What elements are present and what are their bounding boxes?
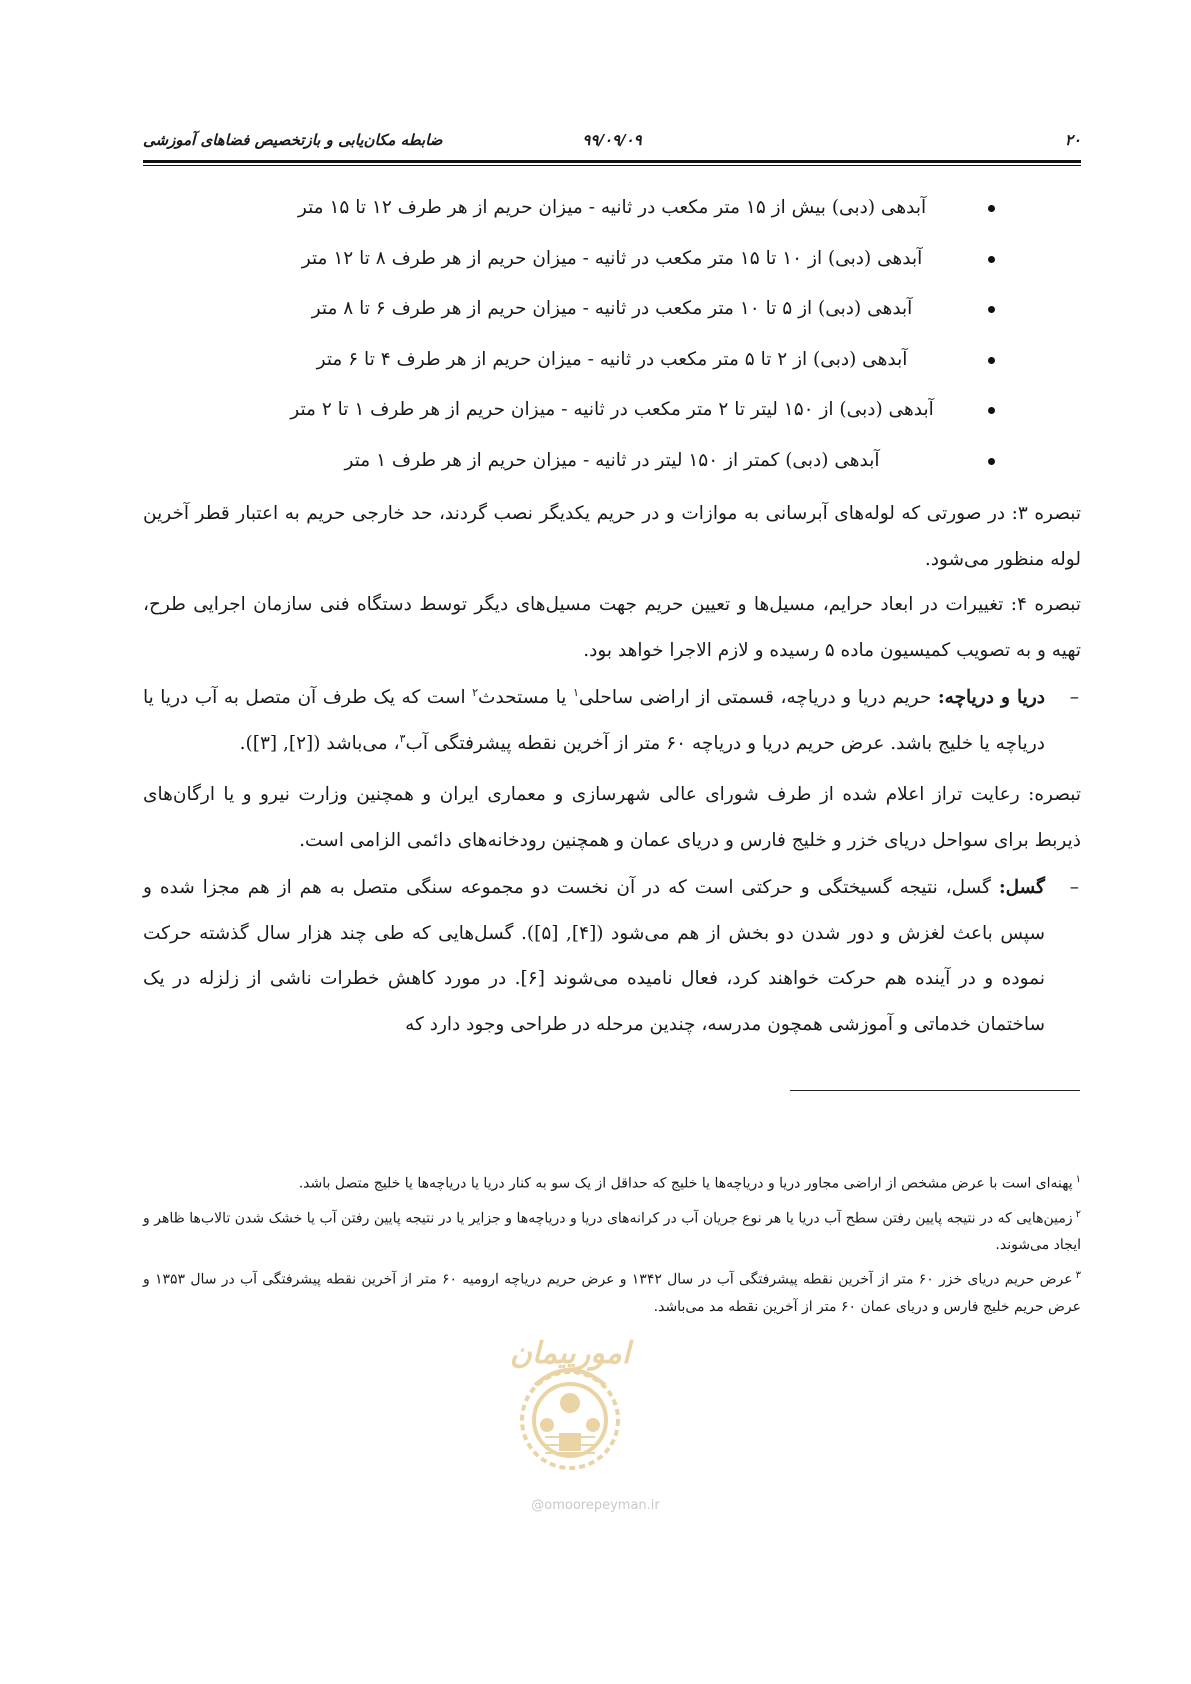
watermark-url: @omoorepeyman.ir xyxy=(531,1498,660,1513)
sea-note: تبصره: رعایت تراز اعلام شده از طرف شورای عالی شهرسازی و معماری ایران و همچنین وزارت نیرو و یا ارگان‌های ذیربط برای سواحل دریای خزر و خلیج فارس و دریای عمان و همچنین رودخانه‌های دائمی الزامی است. xyxy=(143,784,1081,851)
fault-section xyxy=(143,865,1081,1047)
bullet-icon xyxy=(988,256,995,263)
bullet-icon xyxy=(988,458,995,465)
sea-paragraph: دریا و دریاچه: حریم دریا و دریاچه، قسمتی از اراضی ساحلی$^۱$ یا مستحدث$^۲$ است که یک طرف آن متصل به آب دریا یا دریاچه یا خلیج باشد. عرض حریم دریا و دریاچه ۶۰ متر از آخرین نقطه پیشرفتگی آب$^۳$، می‌باشد ([۲], [۳]). xyxy=(143,685,1046,754)
header-rule-thin xyxy=(143,165,1081,166)
footnote-ref-3[interactable]: ۳ xyxy=(399,731,406,745)
bullet-icon xyxy=(988,306,995,313)
dash-marker: – xyxy=(1069,687,1079,708)
fault-paragraph: گسل: گسل، نتیجه گسیختگی و حرکتی است که در آن نخست دو مجموعه سنگی متصل به هم از هم مجزا شده و سپس باعث لغزش و دور شدن دو بخش از هم می‌شود ([۴], [۵]). گسل‌هایی که طی چند هزار سال گذشته حرکت نموده و در آینده هم حرکت خواهند کرد، فعال نامیده می‌شوند [۶]. در مورد کاهش خطرات ناشی از زلزله در یک ساختمان خدماتی و آموزشی همچون مدرسه، چندین مرحله در طراحی وجود دارد که xyxy=(143,877,1045,1035)
header-date: ۹۹/۰۹/۰۹ xyxy=(582,131,642,149)
dash-marker: – xyxy=(1069,877,1079,898)
sea-section xyxy=(143,675,1081,766)
page-header xyxy=(143,128,1081,154)
list-item: آبدهی (دبی) از ۵ تا ۱۰ متر مکعب در ثانیه - میزان حریم از هر طرف ۶ تا ۸ متر xyxy=(143,287,1081,338)
sea-term: دریا و دریاچه: xyxy=(937,687,1046,708)
list-item: آبدهی (دبی) بیش از ۱۵ متر مکعب در ثانیه - میزان حریم از هر طرف ۱۲ تا ۱۵ متر xyxy=(143,186,1081,237)
bullet-list xyxy=(143,186,1081,489)
list-item: آبدهی (دبی) از ۱۵۰ لیتر تا ۲ متر مکعب در ثانیه - میزان حریم از هر طرف ۱ تا ۲ متر xyxy=(143,388,1081,439)
header-title: ضابطه مکان‌یابی و بازتخصیص فضاهای آموزشی xyxy=(143,131,443,149)
footnote-2: $^۲$زمین‌هایی که در نتیجه پایین رفتن سطح آب دریا یا هر نوع جریان آب در کرانه‌های دریا و دریاچه‌ها و جزایر یا در نتیجه پایین رفتن آب یا خشک شدن تالاب‌ها ظاهر و ایجاد می‌شوند. xyxy=(143,1208,1081,1254)
logo-icon xyxy=(475,1325,665,1475)
footnote-separator xyxy=(790,1090,1080,1091)
logo-wordmark: امورپیمان xyxy=(509,1336,631,1371)
footnotes xyxy=(143,1166,1081,1324)
bullet-icon xyxy=(988,357,995,364)
footnote-3: $^۳$عرض حریم دریای خزر ۶۰ متر از آخرین نقطه پیشرفتگی آب در سال ۱۳۴۲ و عرض حریم دریاچه ارومیه ۶۰ متر از آخرین نقطه پیشرفتگی آب در سال ۱۳۵۳ و عرض حریم خلیج فارس و دریای عمان ۶۰ متر از آخرین نقطه مد می‌باشد. xyxy=(143,1270,1081,1315)
footnote-ref-2[interactable]: ۲ xyxy=(472,685,479,699)
list-item: آبدهی (دبی) از ۲ تا ۵ متر مکعب در ثانیه - میزان حریم از هر طرف ۴ تا ۶ متر xyxy=(143,338,1081,389)
list-item: آبدهی (دبی) کمتر از ۱۵۰ لیتر در ثانیه - میزان حریم از هر طرف ۱ متر xyxy=(143,439,1081,490)
footnote-1: $^۱$پهنه‌ای است با عرض مشخص از اراضی مجاور دریا و دریاچه‌ها یا خلیج که حداقل از یک سو به کنار دریا یا دریاچه‌ها یا خلیج متصل باشد. xyxy=(298,1174,1081,1192)
page-number: ۲۰ xyxy=(1064,131,1081,149)
fault-term: گسل: xyxy=(998,877,1045,898)
list-item: آبدهی (دبی) از ۱۰ تا ۱۵ متر مکعب در ثانیه - میزان حریم از هر طرف ۸ تا ۱۲ متر xyxy=(143,237,1081,288)
note-4: تبصره ۴: تغییرات در ابعاد حرایم، مسیل‌ها و تعیین حریم جهت مسیل‌های دیگر توسط دستگاه فنی سازمان اجرایی طرح، تهیه و به تصویب کمیسیون ماده ۵ رسیده و لازم الاجرا خواهد بود. xyxy=(143,594,1082,661)
note-3: تبصره ۳: در صورتی که لوله‌های آبرسانی به موازات و در حریم یکدیگر نصب گردند، حد خارجی حریم به اعتبار قطر آخرین لوله منظور می‌شود. xyxy=(143,503,1082,570)
header-rule-thick xyxy=(143,160,1081,163)
footnote-ref-1[interactable]: ۱ xyxy=(572,685,579,699)
bullet-icon xyxy=(988,205,995,212)
bullet-icon xyxy=(988,407,995,414)
main-content xyxy=(143,186,1081,1053)
